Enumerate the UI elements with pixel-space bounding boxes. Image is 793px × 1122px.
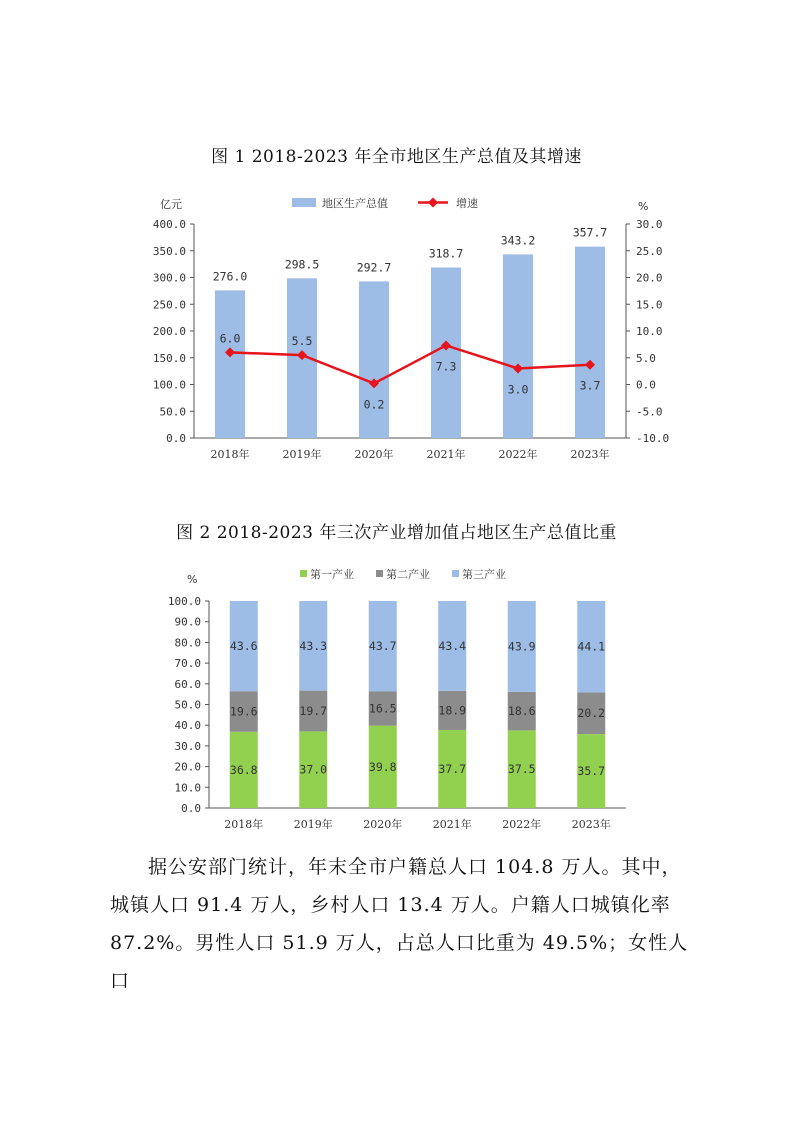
y-tick-label: 20.0 — [174, 760, 201, 774]
figure-1-title: 图 1 2018-2023 年全市地区生产总值及其增速 — [211, 147, 582, 167]
x-tick-label: 2022年 — [502, 818, 542, 831]
right-tick-label: 10.0 — [636, 325, 663, 338]
right-axis-unit: % — [638, 200, 649, 213]
legend-swatch — [376, 570, 383, 577]
segment-label: 36.8 — [229, 762, 258, 777]
right-tick-label: -5.0 — [636, 405, 663, 419]
gdp-bar-label: 357.7 — [572, 225, 608, 240]
figure-2-title: 图 2 2018-2023 年三次产业增加值占地区生产总值比重 — [176, 523, 617, 543]
legend-gdp-swatch — [292, 198, 316, 207]
x-tick-label: 2021年 — [432, 818, 472, 831]
industry-share-stacked-chart — [0, 560, 793, 850]
segment-label: 43.9 — [507, 639, 536, 654]
right-tick-label: -10.0 — [636, 432, 670, 445]
gdp-combo-chart — [0, 190, 793, 480]
x-tick-label: 2020年 — [354, 448, 394, 461]
body-line-1: 据公安部门统计，年末全市户籍总人口 104.8 万人。其中， — [148, 856, 682, 878]
body-paragraph — [110, 848, 700, 1000]
left-tick-label: 400.0 — [152, 218, 186, 231]
segment-label: 37.5 — [507, 762, 536, 777]
segment-label: 39.8 — [368, 759, 397, 774]
segment-label: 37.7 — [438, 761, 467, 776]
y-tick-label: 0.0 — [181, 802, 201, 815]
left-tick-label: 200.0 — [152, 325, 186, 338]
x-tick-label: 2023年 — [571, 818, 611, 831]
gdp-bar-label: 298.5 — [284, 257, 320, 272]
left-tick-label: 0.0 — [166, 432, 186, 445]
y-tick-label: 10.0 — [174, 781, 201, 795]
growth-line — [230, 345, 590, 383]
growth-label: 6.0 — [219, 331, 241, 346]
right-tick-label: 25.0 — [636, 244, 663, 258]
x-tick-label: 2018年 — [224, 818, 264, 831]
y-tick-label: 90.0 — [174, 615, 201, 629]
segment-label: 37.0 — [299, 762, 328, 777]
gdp-bar-label: 318.7 — [428, 246, 464, 261]
left-axis-unit: 亿元 — [160, 198, 182, 211]
segment-label: 19.6 — [229, 704, 258, 719]
x-tick-label: 2019年 — [293, 818, 333, 831]
left-tick-label: 150.0 — [152, 351, 186, 365]
segment-label: 20.2 — [577, 706, 606, 721]
growth-label: 7.3 — [435, 359, 457, 374]
x-tick-label: 2023年 — [570, 448, 610, 461]
gdp-bar — [503, 254, 533, 438]
left-tick-label: 100.0 — [152, 378, 186, 392]
segment-label: 43.4 — [438, 638, 467, 653]
gdp-bar — [575, 247, 605, 438]
body-line-3: 87.2%。男性人口 51.9 万人，占总人口比重为 49.5%；女性人口 — [110, 932, 689, 992]
segment-label: 19.7 — [299, 704, 328, 719]
segment-label: 44.1 — [577, 639, 606, 654]
legend-label: 第二产业 — [386, 568, 430, 581]
segment-label: 18.6 — [507, 704, 536, 719]
x-tick-label: 2021年 — [426, 448, 466, 461]
gdp-bar-label: 292.7 — [356, 260, 392, 275]
left-tick-label: 350.0 — [152, 244, 186, 258]
y-tick-label: 70.0 — [174, 657, 201, 671]
right-tick-label: 15.0 — [636, 298, 663, 312]
legend-swatch — [300, 570, 307, 577]
segment-label: 43.6 — [229, 639, 258, 654]
legend-swatch — [452, 570, 459, 577]
legend-label: 第一产业 — [310, 568, 354, 581]
right-tick-label: 20.0 — [636, 271, 663, 285]
x-tick-label: 2019年 — [282, 448, 322, 461]
segment-label: 43.3 — [299, 638, 328, 653]
right-tick-label: 5.0 — [636, 351, 656, 365]
gdp-bar-label: 276.0 — [212, 269, 248, 284]
y-tick-label: 50.0 — [174, 698, 201, 712]
segment-label: 18.9 — [438, 703, 467, 718]
y-tick-label: 30.0 — [174, 739, 201, 753]
growth-label: 5.5 — [291, 334, 313, 349]
legend-growth-label: 增速 — [456, 197, 478, 210]
growth-label: 3.0 — [507, 382, 529, 397]
x-tick-label: 2022年 — [498, 448, 538, 461]
growth-label: 0.2 — [363, 397, 385, 412]
left-tick-label: 300.0 — [152, 271, 186, 285]
left-tick-label: 50.0 — [159, 405, 186, 419]
y-tick-label: 40.0 — [174, 719, 201, 733]
gdp-bar — [215, 290, 245, 438]
segment-label: 16.5 — [368, 701, 397, 716]
right-tick-label: 0.0 — [636, 378, 656, 392]
y-axis-unit: % — [187, 573, 198, 586]
left-tick-label: 250.0 — [152, 298, 186, 312]
y-tick-label: 60.0 — [174, 677, 201, 691]
segment-label: 43.7 — [368, 639, 397, 654]
right-tick-label: 30.0 — [636, 218, 663, 231]
segment-label: 35.7 — [577, 764, 606, 779]
gdp-bar-label: 343.2 — [500, 233, 536, 248]
legend-gdp-label: 地区生产总值 — [322, 197, 388, 210]
y-tick-label: 100.0 — [167, 595, 201, 608]
legend-label: 第三产业 — [462, 568, 506, 581]
gdp-bar — [431, 267, 461, 438]
gdp-bar — [359, 281, 389, 438]
x-tick-label: 2018年 — [210, 448, 250, 461]
growth-label: 3.7 — [579, 378, 601, 393]
x-tick-label: 2020年 — [363, 818, 403, 831]
body-line-2: 城镇人口 91.4 万人，乡村人口 13.4 万人。户籍人口城镇化率 — [110, 894, 671, 916]
legend-growth-marker — [428, 198, 438, 208]
y-tick-label: 80.0 — [174, 636, 201, 650]
